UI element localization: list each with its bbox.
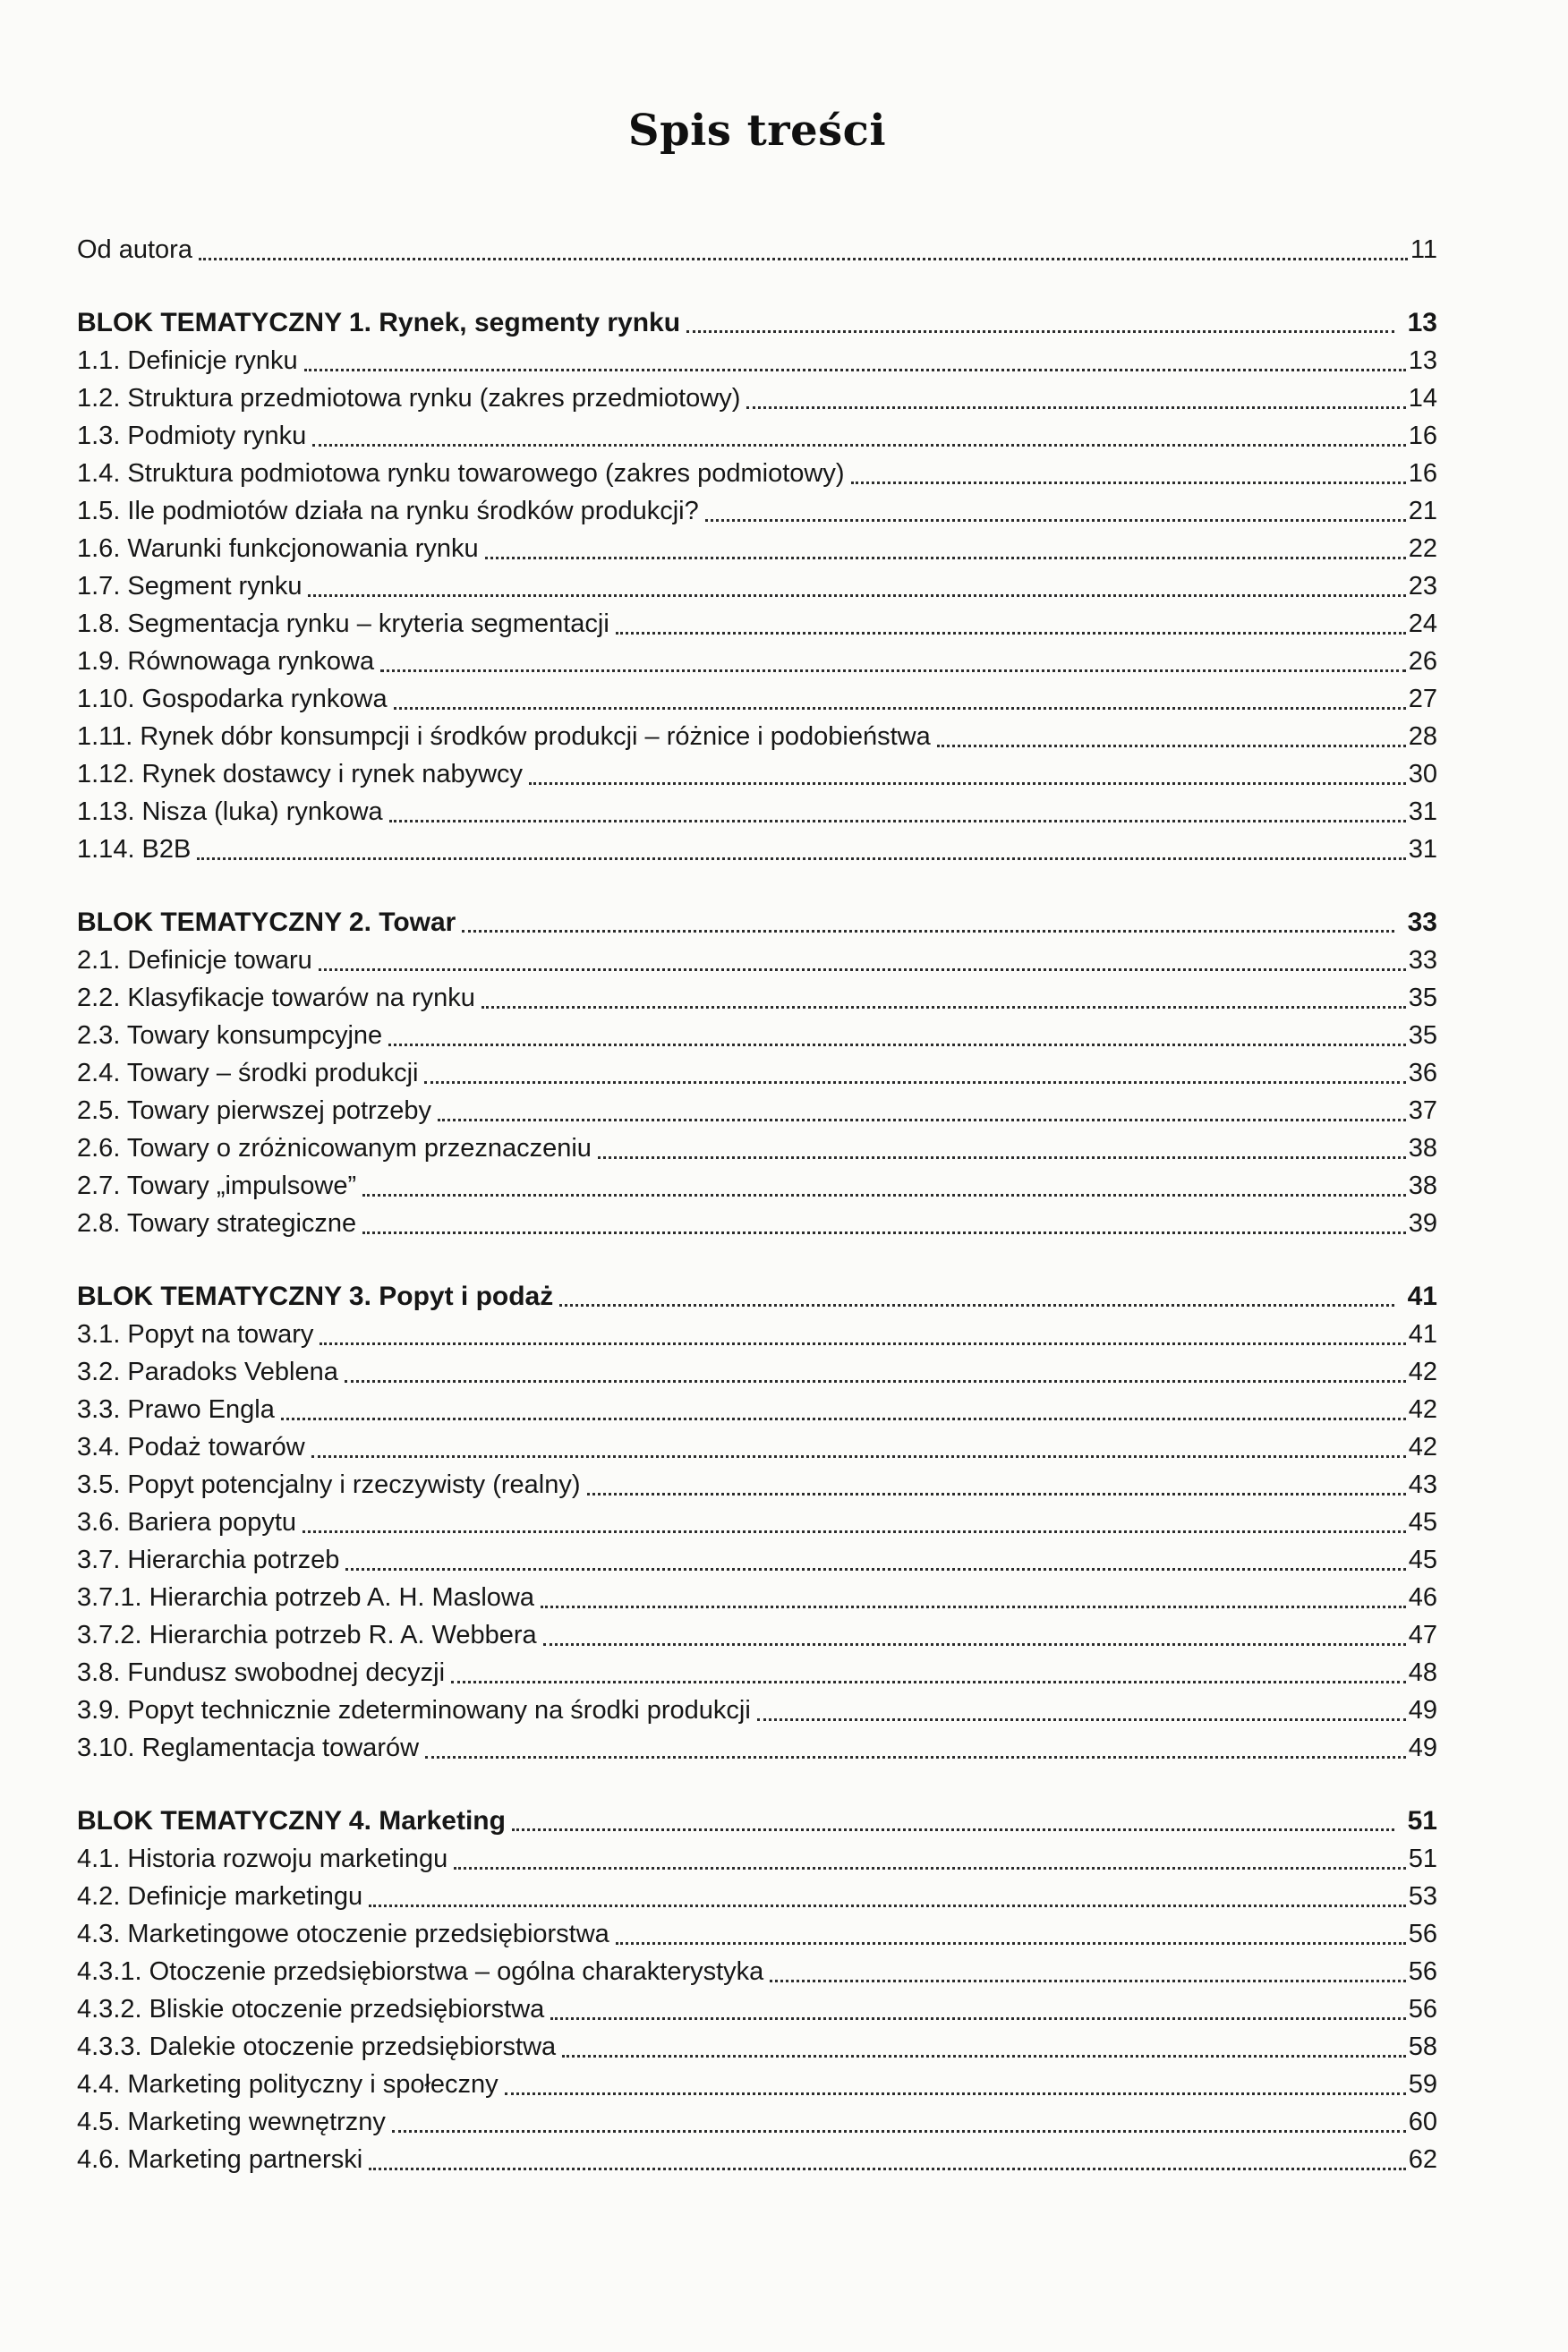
dot-leader (197, 857, 1405, 860)
toc-entry (77, 231, 1437, 268)
toc-entry-label: 3.10. Reglamentacja towarów (77, 1733, 420, 1762)
dot-leader (199, 258, 1408, 260)
toc-entry (77, 755, 1437, 793)
toc-entry-label: 3.5. Popyt potencjalny i rzeczywisty (realny) (77, 1470, 581, 1499)
toc-entry-label: 2.1. Definicje towaru (77, 945, 312, 975)
toc-entry (77, 1353, 1437, 1391)
toc-entry (77, 379, 1437, 417)
toc-entry (77, 1428, 1437, 1466)
toc-section-heading (77, 904, 1437, 942)
dot-leader (587, 1493, 1406, 1496)
toc-entry-page: 27 (1408, 684, 1437, 713)
toc-section-heading-page: 51 (1407, 1805, 1437, 1836)
toc-entry-page: 49 (1408, 1695, 1437, 1725)
toc-entry-page: 47 (1408, 1620, 1437, 1649)
toc-entry-page: 14 (1408, 383, 1437, 413)
dot-leader (308, 594, 1405, 597)
toc-entry-label: 4.5. Marketing wewnętrzny (77, 2107, 386, 2136)
toc-entry (77, 492, 1437, 530)
toc-entry-page: 43 (1408, 1470, 1437, 1499)
toc-entry-page: 56 (1408, 1994, 1437, 2024)
toc-entry-page: 23 (1408, 571, 1437, 601)
toc-entry-label: 1.8. Segmentacja rynku – kryteria segmentacji (77, 609, 609, 638)
toc-entry-page: 36 (1408, 1058, 1437, 1087)
toc-entry (77, 1167, 1437, 1205)
toc-entry (77, 417, 1437, 455)
toc-section-heading-label: BLOK TEMATYCZNY 1. Rynek, segmenty rynku (77, 307, 681, 337)
dot-leader (394, 707, 1406, 710)
toc-entry (77, 567, 1437, 605)
toc-section (77, 304, 1437, 868)
toc-entry-page: 11 (1410, 234, 1437, 264)
toc-section-heading-page: 33 (1407, 907, 1437, 937)
dot-leader (462, 930, 1393, 933)
dot-leader (392, 2130, 1406, 2133)
dot-leader (388, 1044, 1406, 1046)
toc-entry-label: 4.3.2. Bliskie otoczenie przedsiębiorstwa (77, 1994, 545, 2024)
toc-entry (77, 1541, 1437, 1579)
toc-entry-label: Od autora (77, 234, 192, 264)
toc-entry-page: 21 (1408, 496, 1437, 525)
toc-entry-page: 16 (1408, 458, 1437, 488)
toc-entry-page: 38 (1408, 1171, 1437, 1200)
toc-entry-label: 3.4. Podaż towarów (77, 1432, 305, 1461)
toc-entry-label: 3.9. Popyt technicznie zdeterminowany na środki produkcji (77, 1695, 751, 1725)
dot-leader (505, 2092, 1406, 2095)
toc-entry-page: 30 (1408, 759, 1437, 788)
toc-entry-page: 37 (1408, 1095, 1437, 1125)
toc-entry-page: 22 (1408, 533, 1437, 563)
dot-leader (345, 1568, 1405, 1571)
toc-entry (77, 1466, 1437, 1504)
toc-entry (77, 2028, 1437, 2066)
toc-entry-label: 1.10. Gospodarka rynkowa (77, 684, 388, 713)
toc-entry (77, 1316, 1437, 1353)
toc-entry-label: 1.9. Równowaga rynkowa (77, 646, 375, 676)
dot-leader (319, 968, 1406, 971)
dot-leader (369, 1905, 1406, 1907)
dot-leader (362, 1194, 1406, 1197)
toc-entry-label: 2.3. Towary konsumpcyjne (77, 1020, 383, 1050)
page-title: Spis treści (627, 106, 887, 156)
dot-leader (320, 1342, 1405, 1345)
dot-leader (438, 1119, 1406, 1121)
toc-entry (77, 1504, 1437, 1541)
toc-entry (77, 1391, 1437, 1428)
toc-section-heading-label: BLOK TEMATYCZNY 3. Popyt i podaż (77, 1281, 554, 1311)
dot-leader (746, 406, 1405, 409)
toc-section (77, 904, 1437, 1242)
dot-leader (312, 444, 1405, 447)
toc-entry-page: 45 (1408, 1545, 1437, 1574)
toc-entry-page: 42 (1408, 1394, 1437, 1424)
dot-leader (757, 1718, 1406, 1721)
toc-entry-label: 1.1. Definicje rynku (77, 345, 298, 375)
toc-entry-page: 49 (1408, 1733, 1437, 1762)
dot-leader (851, 481, 1406, 484)
toc-entry (77, 1953, 1437, 1990)
toc-body (77, 231, 1437, 2178)
toc-entry-page: 62 (1408, 2144, 1437, 2174)
toc-entry-label: 2.2. Klasyfikacje towarów na rynku (77, 983, 475, 1012)
dot-leader (369, 2168, 1406, 2170)
toc-entry (77, 831, 1437, 868)
toc-entry (77, 718, 1437, 755)
toc-entry (77, 1616, 1437, 1654)
toc-entry-label: 3.1. Popyt na towary (77, 1319, 314, 1349)
toc-entry-label: 2.6. Towary o zróżnicowanym przeznaczeniu (77, 1133, 592, 1163)
toc-entry-label: 1.14. B2B (77, 834, 192, 864)
toc-entry (77, 1654, 1437, 1692)
toc-entry-label: 3.6. Bariera popytu (77, 1507, 297, 1537)
toc-section-heading-page: 13 (1407, 307, 1437, 337)
toc-entry-label: 4.1. Historia rozwoju marketingu (77, 1844, 448, 1873)
toc-entry-page: 56 (1408, 1956, 1437, 1986)
toc-entry (77, 2141, 1437, 2178)
toc-entry (77, 1729, 1437, 1767)
toc-entry-page: 48 (1408, 1657, 1437, 1687)
toc-entry-page: 13 (1408, 345, 1437, 375)
toc-entry (77, 605, 1437, 643)
toc-entry-page: 59 (1408, 2069, 1437, 2099)
dot-leader (485, 557, 1406, 559)
toc-entry-page: 39 (1408, 1208, 1437, 1238)
dot-leader (451, 1681, 1406, 1683)
toc-entry-label: 4.3. Marketingowe otoczenie przedsiębiorstwa (77, 1919, 609, 1948)
dot-leader (937, 745, 1406, 747)
toc-entry-label: 3.3. Prawo Engla (77, 1394, 275, 1424)
dot-leader (303, 1530, 1406, 1533)
dot-leader (281, 1418, 1406, 1420)
dot-leader (481, 1006, 1406, 1009)
dot-leader (380, 669, 1406, 672)
toc-entry-page: 60 (1408, 2107, 1437, 2136)
toc-entry (77, 1205, 1437, 1242)
toc-entry-label: 2.8. Towary strategiczne (77, 1208, 357, 1238)
toc-entry (77, 1054, 1437, 1092)
toc-entry-label: 1.5. Ile podmiotów działa na rynku środków produkcji? (77, 496, 699, 525)
dot-leader (529, 782, 1406, 785)
toc-entry-page: 31 (1408, 834, 1437, 864)
toc-entry-page: 45 (1408, 1507, 1437, 1537)
toc-entry-page: 53 (1408, 1881, 1437, 1911)
toc-entry-page: 42 (1408, 1432, 1437, 1461)
toc-entry-page: 28 (1408, 721, 1437, 751)
toc-entry-label: 1.3. Podmioty rynku (77, 421, 307, 450)
toc-entry-label: 3.2. Paradoks Veblena (77, 1357, 338, 1386)
toc-entry-label: 4.2. Definicje marketingu (77, 1881, 363, 1911)
toc-entry (77, 680, 1437, 718)
toc-entry (77, 1990, 1437, 2028)
toc-section-heading (77, 1802, 1437, 1840)
toc-entry-label: 1.4. Struktura podmiotowa rynku towarowego (zakres podmiotowy) (77, 458, 845, 488)
dot-leader (389, 820, 1406, 822)
toc-section-heading-label: BLOK TEMATYCZNY 4. Marketing (77, 1805, 506, 1836)
dot-leader (425, 1756, 1406, 1759)
toc-entry-page: 56 (1408, 1919, 1437, 1948)
dot-leader (598, 1156, 1406, 1159)
toc-entry-label: 2.4. Towary – środki produkcji (77, 1058, 419, 1087)
toc-entry-label: 4.3.1. Otoczenie przedsiębiorstwa – ogólna charakterystyka (77, 1956, 764, 1986)
dot-leader (345, 1380, 1406, 1383)
toc-entry-page: 24 (1408, 609, 1437, 638)
toc-entry (77, 1092, 1437, 1129)
toc-entry-label: 4.6. Marketing partnerski (77, 2144, 363, 2174)
toc-entry-label: 4.3.3. Dalekie otoczenie przedsiębiorstwa (77, 2032, 557, 2061)
dot-leader (454, 1867, 1406, 1870)
toc-section-heading (77, 304, 1437, 342)
toc-entry (77, 942, 1437, 979)
toc-entry-page: 38 (1408, 1133, 1437, 1163)
toc-entry-page: 35 (1408, 983, 1437, 1012)
toc-entry-label: 4.4. Marketing polityczny i społeczny (77, 2069, 499, 2099)
toc-entry (77, 1878, 1437, 1915)
dot-leader (616, 632, 1406, 635)
dot-leader (616, 1942, 1406, 1945)
toc-entry-label: 1.6. Warunki funkcjonowania rynku (77, 533, 479, 563)
toc-entry-page: 16 (1408, 421, 1437, 450)
toc-entry (77, 1579, 1437, 1616)
toc-entry (77, 1017, 1437, 1054)
toc-section-heading-page: 41 (1407, 1281, 1437, 1311)
toc-entry (77, 455, 1437, 492)
dot-leader (705, 519, 1406, 522)
toc-entry-page: 58 (1408, 2032, 1437, 2061)
toc-entry (77, 2103, 1437, 2141)
toc-entry-label: 2.7. Towary „impulsowe” (77, 1171, 357, 1200)
toc-entry-page: 51 (1408, 1844, 1437, 1873)
toc-section-heading-label: BLOK TEMATYCZNY 2. Towar (77, 907, 456, 937)
dot-leader (424, 1081, 1405, 1084)
toc-entry-page: 35 (1408, 1020, 1437, 1050)
toc-entry-page: 33 (1408, 945, 1437, 975)
dot-leader (686, 330, 1394, 333)
toc-entry-label: 3.8. Fundusz swobodnej decyzji (77, 1657, 446, 1687)
toc-entry (77, 643, 1437, 680)
toc-section-heading (77, 1278, 1437, 1316)
dot-leader (770, 1980, 1405, 1982)
dot-leader (311, 1455, 1406, 1458)
toc-entry-label: 1.12. Rynek dostawcy i rynek nabywcy (77, 759, 524, 788)
toc-entry (77, 1915, 1437, 1953)
toc-section (77, 1802, 1437, 2178)
dot-leader (543, 1643, 1406, 1646)
dot-leader (512, 1828, 1394, 1831)
toc-entry-page: 31 (1408, 797, 1437, 826)
toc-entry-label: 2.5. Towary pierwszej potrzeby (77, 1095, 431, 1125)
toc-entry-page: 41 (1408, 1319, 1437, 1349)
toc-section (77, 1278, 1437, 1767)
dot-leader (541, 1606, 1406, 1608)
toc-entry-label: 1.13. Nisza (luka) rynkowa (77, 797, 383, 826)
dot-leader (562, 2055, 1406, 2058)
toc-entry-label: 1.11. Rynek dóbr konsumpcji i środków produkcji – różnice i podobieństwa (77, 721, 931, 751)
toc-entry (77, 1840, 1437, 1878)
toc-entry-label: 1.7. Segment rynku (77, 571, 303, 601)
toc-entry-page: 42 (1408, 1357, 1437, 1386)
toc-entry-page: 46 (1408, 1582, 1437, 1612)
toc-entry (77, 1692, 1437, 1729)
toc-entry-page: 26 (1408, 646, 1437, 676)
toc-entry (77, 342, 1437, 379)
toc-entry (77, 2066, 1437, 2103)
dot-leader (304, 369, 1406, 371)
dot-leader (550, 2017, 1405, 2020)
toc-entry (77, 1129, 1437, 1167)
toc-entry-label: 1.2. Struktura przedmiotowa rynku (zakres przedmiotowy) (77, 383, 741, 413)
dot-leader (362, 1231, 1406, 1234)
toc-entry (77, 979, 1437, 1017)
toc-entry-label: 3.7. Hierarchia potrzeb (77, 1545, 340, 1574)
toc-entry (77, 530, 1437, 567)
dot-leader (559, 1304, 1393, 1307)
toc-entry (77, 793, 1437, 831)
toc-entry-label: 3.7.1. Hierarchia potrzeb A. H. Maslowa (77, 1582, 534, 1612)
toc-entry-label: 3.7.2. Hierarchia potrzeb R. A. Webbera (77, 1620, 537, 1649)
